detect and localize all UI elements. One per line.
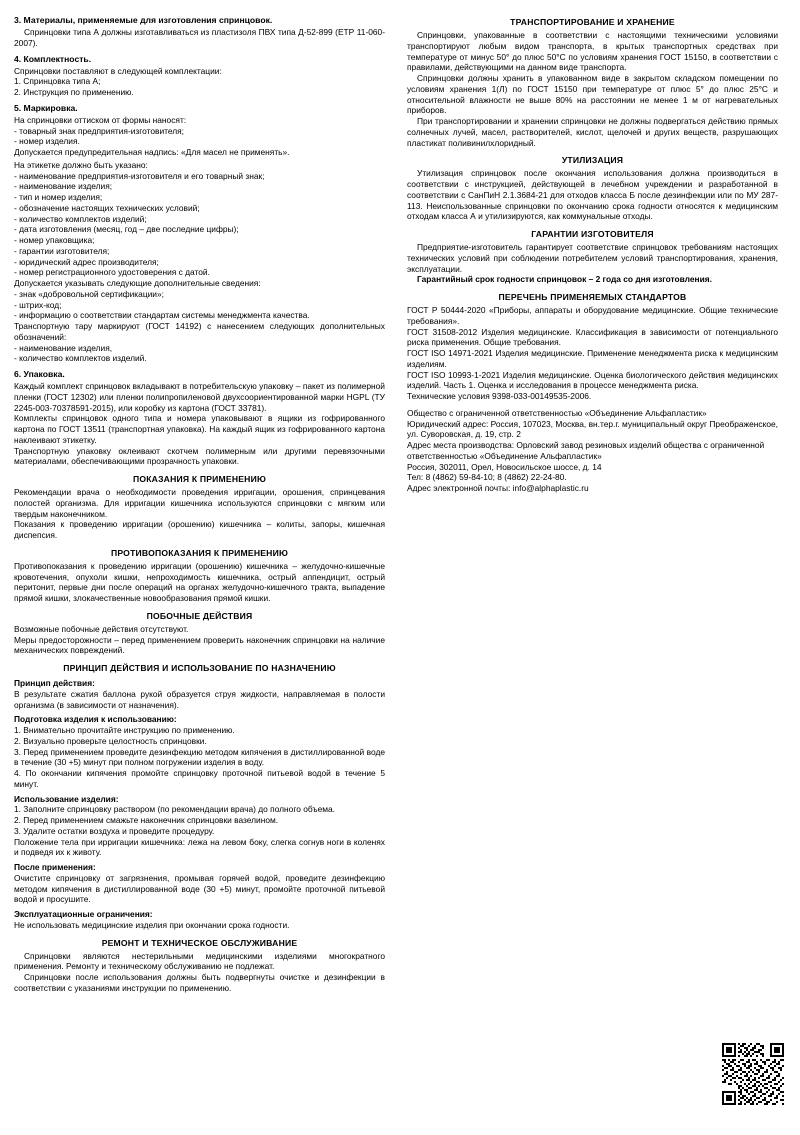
list-item: ГОСТ ISO 10993-1-2021 Изделия медицинские. Оценка биологического действия медицинских изделий. Часть 1. Оценка и исследования в процессе менеджмента риска. [407, 369, 778, 391]
standards-list [407, 305, 778, 402]
principle-subtitle-usage: Использование изделия: [14, 793, 119, 804]
marking-list-1 [14, 126, 385, 148]
section-transport-title: ТРАНСПОРТИРОВАНИЕ И ХРАНЕНИЕ [510, 17, 675, 27]
list-item: 3. Удалите остатки воздуха и проведите процедуру. [14, 825, 215, 836]
list-item: - количество комплектов изделий. [14, 353, 147, 364]
left-column [14, 10, 385, 994]
list-item: 4. По окончании кипячения промойте спринцовку проточной питьевой водой в течение 5 минут. [14, 768, 385, 789]
legal-address: Юридический адрес: Россия, 107023, Москва, вн.тер.г. муниципальный округ Преображенское, ул. Суворовская, д. 19, стр. 2 [407, 418, 778, 440]
label-intro: На этикетке должно быть указано: [14, 159, 148, 170]
transport-marking-list [14, 343, 385, 365]
packaging-p2: Комплекты спринцовок одного типа и номера упаковывают в ящики из гофрированного картона по ГОСТ 13511 (транспортная упаковка). На каждый ящик из гофрированного картона наклеивают этикетку. [14, 413, 385, 445]
section-packaging-title: 6. Упаковка. [14, 369, 65, 379]
preparation-list [14, 725, 385, 790]
email-address: Адрес электронной почты: info@alphaplastic.ru [407, 483, 589, 493]
list-item: 2. Инструкция по применению. [14, 87, 134, 97]
marking-intro: На спринцовки оттиском от формы наносят: [14, 114, 187, 125]
transport-p3: При транспортировании и хранении спринцовки не должны подвергаться действию прямых солнечных лучей, масел, растворителей, кислот, щелочей и других веществ, разрушающих пластикат поливинилхлоридный. [407, 116, 778, 148]
limits-text: Не использовать медицинские изделия при окончании срока годности. [14, 919, 290, 930]
principle-subtitle-action: Принцип действия: [14, 678, 95, 688]
after-use-text: Очистите спринцовку от загрязнения, промывая горячей водой, проведите дезинфекцию методом кипячения в дистиллированной воде (30 +5) минут, промойте проточной питьевой водой и просушите. [14, 872, 385, 905]
indications-p1: Рекомендации врача о необходимости проведения ирригации, орошения, спринцевания полостей организма. Для ирригации кишечника используются спринцовки с мягким или твердым наконечником. [14, 487, 385, 519]
phone-numbers: Тел: 8 (4862) 59-84-10; 8 (4862) 22-24-80. [407, 472, 567, 483]
section-disposal-title: УТИЛИЗАЦИЯ [561, 155, 624, 166]
list-item: - штрих-код; [14, 299, 62, 310]
production-address: Адрес места производства: Орловский завод резиновых изделий общества с ограниченной ответственностью «Объединение Альфапластик» [407, 440, 765, 461]
section-repair-title: РЕМОНТ И ТЕХНИЧЕСКОЕ ОБСЛУЖИВАНИЕ [101, 937, 298, 948]
transport-marking-intro: Транспортную тару маркируют (ГОСТ 14192) с нанесением следующих дополнительных обозначений: [14, 321, 385, 342]
list-item: - информацию о соответствии стандартам системы менеджмента качества. [14, 310, 310, 321]
section-materials-title: 3. Материалы, применяемые для изготовления спринцовок. [14, 15, 273, 25]
list-item: - гарантии изготовителя; [14, 245, 110, 256]
list-item: - наименование предприятия-изготовителя и его товарный знак; [14, 170, 265, 181]
list-item: - количество комплектов изделий; [14, 213, 147, 224]
section-marking-title: 5. Маркировка. [14, 102, 78, 113]
list-item: ГОСТ ISO 14971-2021 Изделия медицинские. Применение менеджмента риска к медицинским изделиям. [407, 348, 778, 369]
disposal-p1: Утилизация спринцовок после окончания использования должна производиться в соответствии с инструкцией, действующей в лечебном учреждении и разработанной в соответствии с СанПиН 2.1.3684-21 для отходов класса Б после дезинфекции или по МУ 287-113. Неиспользованные спринцовки по окончанию срока годности относятся к медицинским отходам класса А и утилизируются, как коммунальные отходы. [407, 168, 778, 222]
list-item: 1. Спринцовка типа А; [14, 76, 101, 87]
list-item: 1. Внимательно прочитайте инструкцию по применению. [14, 725, 235, 735]
section-warranty-title: ГАРАНТИИ ИЗГОТОВИТЕЛЯ [531, 229, 654, 239]
list-item: - юридический адрес производителя; [14, 256, 159, 267]
list-item: - наименование изделия, [14, 342, 113, 353]
principle-subtitle-limits: Эксплуатационные ограничения: [14, 909, 153, 919]
section-completeness-title: 4. Комплектность. [14, 53, 92, 64]
additional-info-intro: Допускается указывать следующие дополнительные сведения: [14, 278, 261, 288]
right-column [407, 10, 778, 494]
list-item: 1. Заполните спринцовку раствором (по рекомендации врача) до полного объема. [14, 804, 336, 815]
label-list [14, 171, 385, 279]
section-standards-title: ПЕРЕЧЕНЬ ПРИМЕНЯЕМЫХ СТАНДАРТОВ [498, 292, 687, 302]
list-item: 3. Перед применением проведите дезинфекцию методом кипячения в дистиллированной воде в течение (30 +5) минут при полном погружении изделия в воду. [14, 746, 385, 768]
list-item: - наименование изделия; [14, 181, 113, 192]
side-effects-p1: Возможные побочные действия отсутствуют. [14, 623, 189, 634]
list-item: - товарный знак предприятия-изготовителя; [14, 125, 185, 136]
list-item: Положение тела при ирригации кишечника: лежа на левом боку, слегка согнув ноги в коленях и подведя их к животу. [14, 836, 385, 858]
packaging-p1: Каждый комплект спринцовок вкладывают в потребительскую упаковку – пакет из полимерной пленки (ГОСТ 12302) или пленки полипропиленовой двухсоориентированной марки HGPL (ТУ 2245-003-70378591-2015), или коробку из картона (ГОСТ 33781). [14, 381, 385, 413]
additional-info-list [14, 289, 385, 321]
list-item: - дата изготовления (месяц, год – две последние цифры); [14, 224, 239, 235]
list-item: - знак «добровольной сертификации»; [14, 288, 164, 299]
indications-p2: Показания к проведению ирригации (орошению) кишечника – колиты, запоры, кишечная диспепсия. [14, 519, 385, 540]
company-name: Общество с ограниченной ответственностью «Объединение Альфапластик» [407, 407, 707, 418]
transport-p1: Спринцовки, упакованные в соответствии с настоящими техническими условиями транспортируют любым видом транспорта, в крытых транспортных средствах при температуре от минус 50° до плюс 50°С по условиям хранения ГОСТ 15150, в соответствии с правилами, действующими на данном виде транспорта. [407, 30, 778, 73]
list-item: 2. Визуально проверьте целостность спринцовки. [14, 735, 207, 746]
side-effects-p2: Меры предосторожности – перед применением проверить наконечник спринцовки на наличие механических повреждений. [14, 634, 385, 656]
completeness-list [14, 76, 385, 98]
list-item: - номер изделия. [14, 136, 80, 147]
principle-action-text: В результате сжатия баллона рукой образуется струя жидкости, направляемая в полости организма (в зависимости от назначения). [14, 688, 385, 710]
qr-code-icon [722, 1043, 784, 1105]
warranty-period: Гарантийный срок годности спринцовок – 2 года со дня изготовления. [417, 274, 712, 285]
production-address-line2: Россия, 302011, Орел, Новосильское шоссе, д. 14 [407, 461, 602, 472]
section-side-effects-title: ПОБОЧНЫЕ ДЕЙСТВИЯ [146, 610, 253, 621]
section-completeness-intro: Спринцовки поставляют в следующей комплектации: [14, 65, 222, 76]
principle-subtitle-preparation: Подготовка изделия к использованию: [14, 714, 177, 725]
usage-list [14, 804, 385, 858]
list-item: - номер регистрационного удостоверения с датой. [14, 267, 210, 278]
warranty-p1: Предприятие-изготовитель гарантирует соответствие спринцовок требованиям настоящих технических условий при соблюдении потребителем условий транспортирования, хранения, эксплуатации. [407, 242, 778, 274]
transport-p2: Спринцовки должны хранить в упакованном виде в закрытом складском помещении по условиям хранения 1(Л) по ГОСТ 15150 при температуре от плюс 5° до плюс 25°С и относительной влажности не выше 80% на расстоянии не менее 1 м от нагревательных приборов. [407, 73, 778, 116]
section-principle-title: ПРИНЦИП ДЕЙСТВИЯ И ИСПОЛЬЗОВАНИЕ ПО НАЗНАЧЕНИЮ [63, 663, 336, 673]
list-item: - обозначение настоящих технических условий; [14, 202, 200, 213]
marking-warning-note: Допускается предупредительная надпись: «Для масел не применять». [14, 147, 290, 157]
section-contraindications-title: ПРОТИВОПОКАЗАНИЯ К ПРИМЕНЕНИЮ [110, 547, 289, 558]
contraindications-p1: Противопоказания к проведению ирригации (орошению) кишечника – желудочно-кишечные кровотечения, опухоли кишки, непроходимость кишечника, острый аппендицит, острый перитонит, первые дни после операций на органах желудочно-кишечного тракта, выпадение прямой кишки, злокачественные новообразования прямой кишки. [14, 560, 385, 603]
manufacturer-block [407, 408, 778, 494]
list-item: - номер упаковщика; [14, 235, 95, 245]
section-indications-title: ПОКАЗАНИЯ К ПРИМЕНЕНИЮ [132, 474, 267, 484]
list-item: Технические условия 9398-033-00149535-2006. [407, 391, 592, 401]
two-column-layout [14, 10, 786, 994]
repair-p2: Спринцовки после использования должны быть подвергнуты очистке и дезинфекции в соответствии с указаниями инструкции по применению. [14, 972, 385, 993]
packaging-p3: Транспортную упаковку оклеивают скотчем полимерным или другими перевязочными материалами, обеспечивающими прозрачность упаковки. [14, 445, 385, 467]
list-item: 2. Перед применением смажьте наконечник спринцовки вазелином. [14, 815, 279, 825]
list-item: ГОСТ 31508-2012 Изделия медицинские. Классификация в зависимости от потенциального риска применения. Общие требования. [407, 326, 778, 348]
repair-p1: Спринцовки являются нестерильными медицинскими изделиями многократного применения. Ремонту и техническому обслуживанию не подлежат. [14, 950, 385, 972]
list-item: - тип и номер изделия; [14, 192, 103, 202]
list-item: ГОСТ Р 50444-2020 «Приборы, аппараты и оборудование медицинские. Общие технические требования». [407, 305, 778, 326]
section-materials-text: Спринцовки типа А должны изготавливаться из пластизоля ПВХ типа Д-52-899 (ЕТР 11-060-2007). [14, 27, 385, 48]
principle-subtitle-after: После применения: [14, 862, 96, 872]
